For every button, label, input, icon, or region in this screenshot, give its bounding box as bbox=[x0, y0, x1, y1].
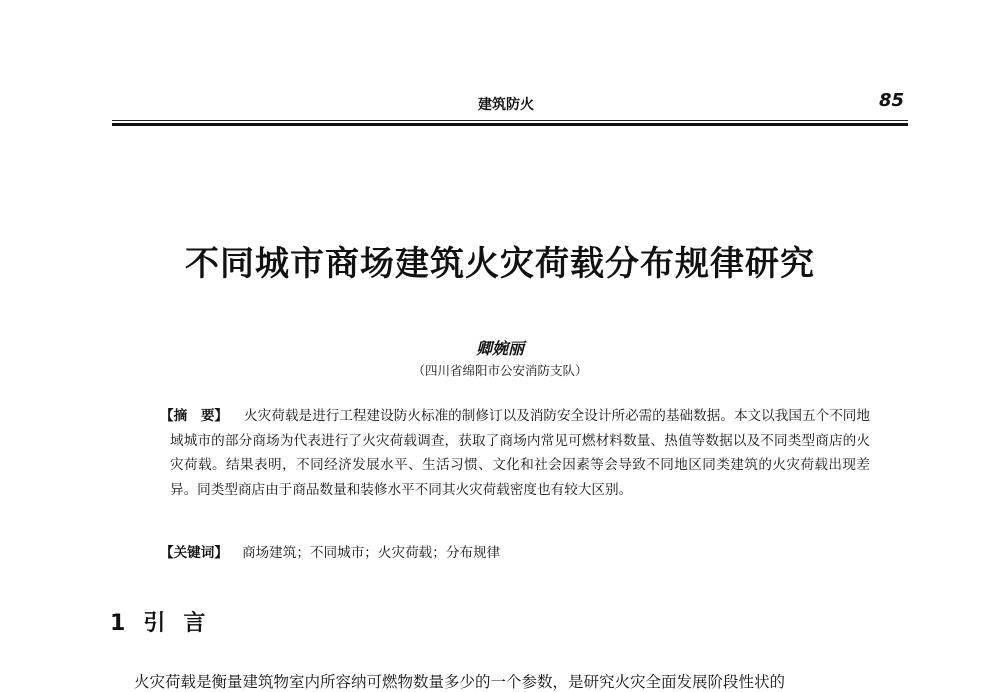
keywords-line bbox=[160, 541, 500, 561]
abstract-label: 【摘 要】 bbox=[160, 408, 229, 424]
body-paragraph-first-line: 火灾荷载是衡量建筑物室内所容纳可燃物数量多少的一个参数，是研究火灾全面发展阶段性状的 bbox=[134, 673, 786, 691]
page-number: 85 bbox=[878, 90, 904, 111]
paper-title: 不同城市商场建筑火灾荷载分布规律研究 bbox=[185, 244, 815, 284]
abstract-text: 火灾荷载是进行工程建设防火标准的制修订以及消防安全设计所必需的基础数据。本文以我国五个不同地域城市的部分商场为代表进行了火灾荷载调查，获取了商场内常见可燃材料数量、热值等数据以及不同类型商店的火灾荷载。结果表明，不同经济发展水平、生活习惯、文化和社会因素等会导致不同地区同类建筑的火灾荷载出现差异。同类型商店由于商品数量和装修水平不同其火灾荷载密度也有较大区别。 bbox=[170, 408, 871, 498]
section-title: 引言 bbox=[143, 611, 224, 636]
section-heading bbox=[110, 606, 223, 637]
section-number: 1 bbox=[110, 611, 126, 636]
keywords-label: 【关键词】 bbox=[160, 545, 228, 561]
author-affiliation: （四川省绵阳市公安消防支队） bbox=[412, 363, 588, 378]
author-name: 卿婉丽 bbox=[475, 339, 524, 358]
keywords-text: 商场建筑；不同城市；火灾荷载；分布规律 bbox=[241, 545, 501, 561]
header-rule-thick bbox=[112, 123, 908, 126]
running-head: 建筑防火 bbox=[478, 97, 534, 113]
header-rule-thin bbox=[112, 120, 908, 121]
abstract-block bbox=[160, 404, 871, 502]
